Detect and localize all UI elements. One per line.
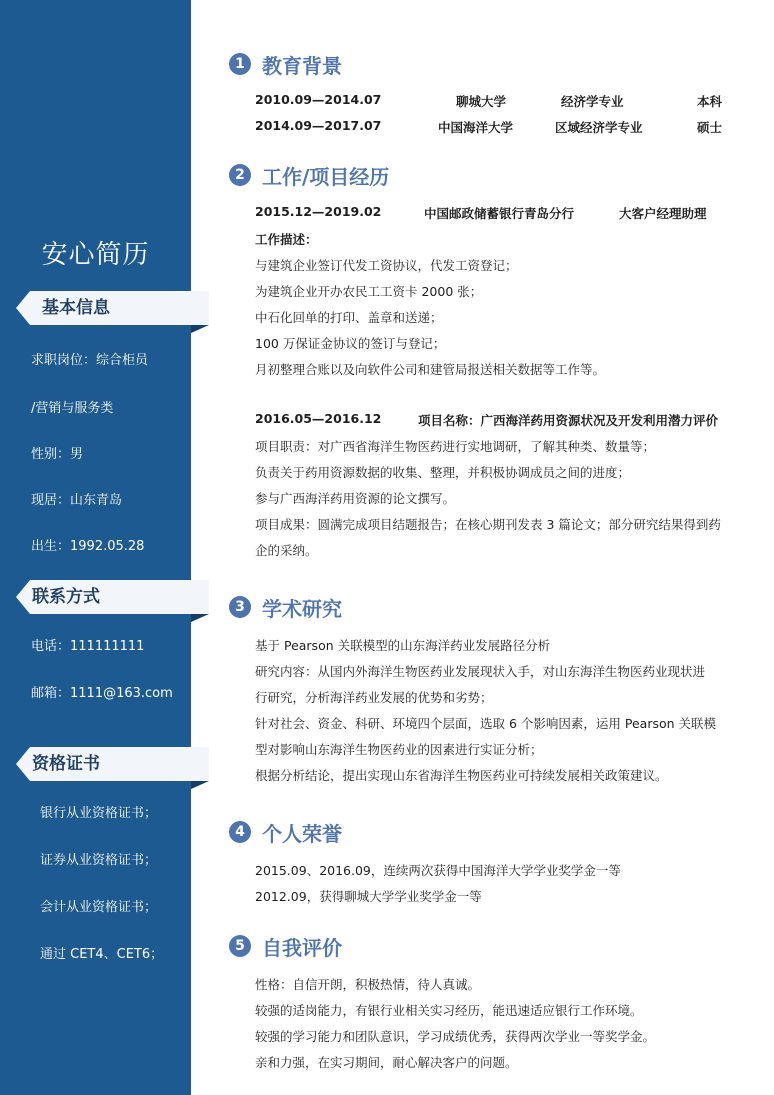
edu-major: 经济学专业 xyxy=(561,94,624,109)
honor-line: 2012.09，获得聊城大学学业奖学金一等 xyxy=(255,889,482,904)
job-desc-line: 月初整理合账以及向软件公司和建管局报送相关数据等工作等。 xyxy=(255,362,606,377)
job-period: 2015.12—2019.02 xyxy=(255,204,382,219)
job-desc-line: 中石化回单的打印、盖章和送递； xyxy=(255,310,443,325)
section-title: 自我评价 xyxy=(262,936,342,960)
certs-title: 资格证书 xyxy=(32,754,100,774)
job-position: 求职岗位：综合柜员 xyxy=(31,353,149,368)
edu-period: 2014.09—2017.07 xyxy=(255,118,382,133)
section-title: 个人荣誉 xyxy=(262,822,342,846)
section-number-badge: 4 xyxy=(229,821,251,843)
cert-item: 通过 CET4、CET6； xyxy=(40,947,164,962)
job-desc-line: 100 万保证金协议的签订与登记； xyxy=(255,336,446,351)
section-title: 学术研究 xyxy=(262,597,342,621)
cert-item: 银行从业资格证书； xyxy=(40,806,158,821)
edu-school: 聊城大学 xyxy=(456,94,507,109)
birth-date: 出生：1992.05.28 xyxy=(31,539,145,554)
self-eval-line: 较强的适岗能力，有银行业相关实习经历，能迅速适应银行工作环境。 xyxy=(255,1003,643,1018)
phone: 电话：111111111 xyxy=(31,639,145,654)
self-eval-line: 亲和力强，在实习期间，耐心解决客户的问题。 xyxy=(255,1055,518,1070)
job-desc-label: 工作描述： xyxy=(255,232,318,247)
job-org: 中国邮政储蓄银行青岛分行 xyxy=(424,206,575,221)
residence: 现居：山东青岛 xyxy=(31,493,123,508)
contact-title: 联系方式 xyxy=(32,587,100,607)
edu-degree: 本科 xyxy=(697,94,723,109)
honor-line: 2015.09、2016.09，连续两次获得中国海洋大学学业奖学金一等 xyxy=(255,863,621,878)
edu-school: 中国海洋大学 xyxy=(438,120,514,135)
project-line: 参与广西海洋药用资源的论文撰写。 xyxy=(255,491,456,506)
research-line: 根据分析结论，提出实现山东省海洋生物医药业可持续发展相关政策建议。 xyxy=(255,768,668,783)
basic-info-title: 基本信息 xyxy=(42,298,110,318)
certs-header xyxy=(16,747,209,781)
email: 邮箱：1111@163.com xyxy=(31,686,173,701)
resume-name: 安心简历 xyxy=(41,240,150,270)
research-line: 型对影响山东海洋生物医药业的因素进行实证分析； xyxy=(255,742,543,757)
section-title: 工作/项目经历 xyxy=(262,165,390,189)
project-line: 企的采纳。 xyxy=(255,543,318,558)
cert-item: 会计从业资格证书； xyxy=(40,900,158,915)
project-line: 项目职责：对广西省海洋生物医药进行实地调研，了解其种类、数量等； xyxy=(255,439,656,454)
research-line: 基于 Pearson 关联模型的山东海洋药业发展路径分析 xyxy=(255,638,551,653)
section-number-badge: 2 xyxy=(229,164,251,186)
self-eval-line: 性格：自信开朗，积极热情，待人真诚。 xyxy=(255,977,481,992)
research-line: 研究内容：从国内外海洋生物医药业发展现状入手，对山东海洋生物医药业现状进 xyxy=(255,664,706,679)
project-period: 2016.05—2016.12 xyxy=(255,411,382,426)
section-number-badge: 5 xyxy=(229,935,251,957)
cert-item: 证券从业资格证书； xyxy=(40,853,158,868)
project-line: 项目成果：圆满完成项目结题报告；在核心期刊发表 3 篇论文；部分研究结果得到药 xyxy=(255,517,721,532)
self-eval-line: 较强的学习能力和团队意识，学习成绩优秀，获得两次学业一等奖学金。 xyxy=(255,1029,656,1044)
project-name: 项目名称：广西海洋药用资源状况及开发利用潜力评价 xyxy=(418,413,719,428)
section-number-badge: 1 xyxy=(229,53,251,75)
job-position-cont: /营销与服务类 xyxy=(31,401,114,416)
job-desc-line: 与建筑企业签订代发工资协议，代发工资登记； xyxy=(255,258,518,273)
research-line: 针对社会、资金、科研、环境四个层面，选取 6 个影响因素，运用 Pearson 关联模 xyxy=(255,716,717,731)
gender: 性别：男 xyxy=(31,447,84,462)
edu-major: 区域经济学专业 xyxy=(555,120,643,135)
section-number-badge: 3 xyxy=(229,596,251,618)
edu-period: 2010.09—2014.07 xyxy=(255,92,382,107)
job-role: 大客户经理助理 xyxy=(619,206,707,221)
edu-degree: 硕士 xyxy=(697,120,723,135)
research-line: 行研究，分析海洋药业发展的优势和劣势； xyxy=(255,690,493,705)
project-line: 负责关于药用资源数据的收集、整理，并积极协调成员之间的进度； xyxy=(255,465,631,480)
contact-header xyxy=(16,580,209,614)
section-title: 教育背景 xyxy=(262,54,342,78)
job-desc-line: 为建筑企业开办农民工工资卡 2000 张； xyxy=(255,284,483,299)
sidebar xyxy=(0,0,191,1095)
basic-info-header xyxy=(16,291,209,325)
